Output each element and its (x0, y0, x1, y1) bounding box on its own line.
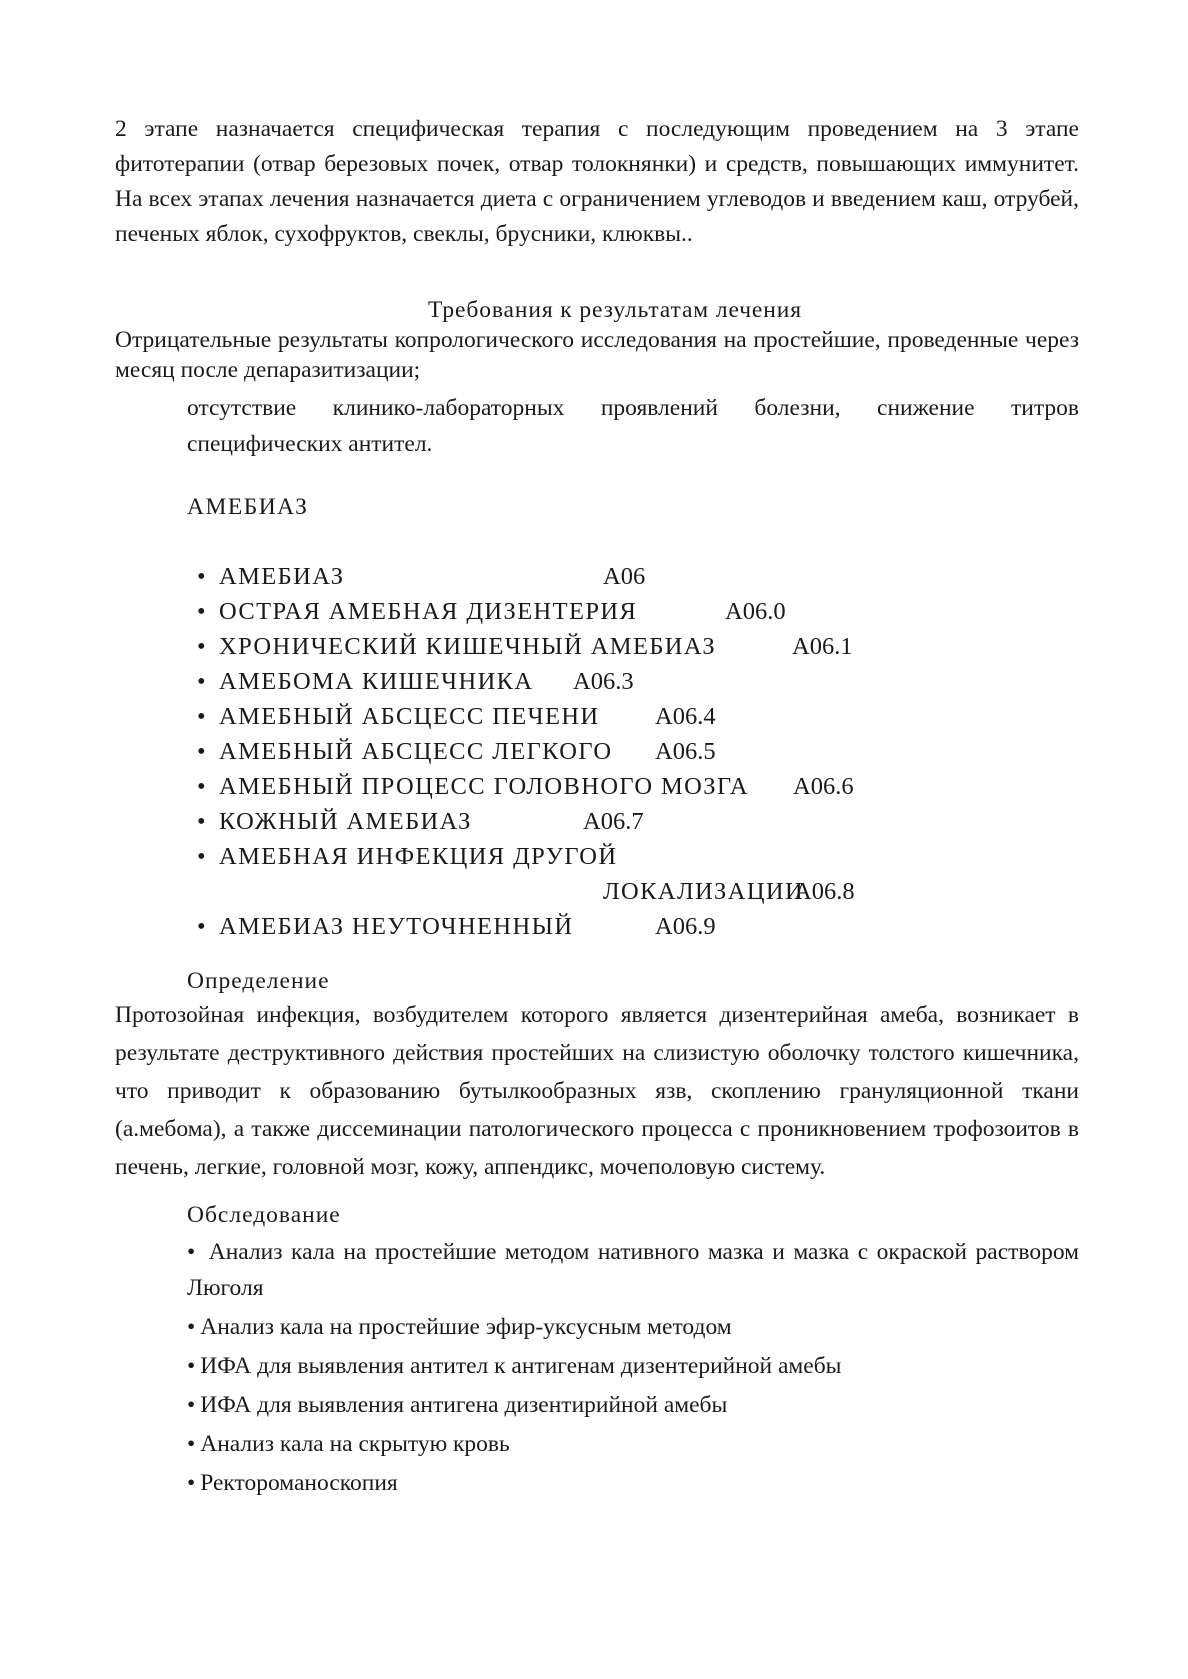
icd-item-code: A06.0 (725, 598, 786, 625)
icd-item-code: A06.7 (583, 808, 644, 835)
requirements-indented-text: отсутствие клинико-лабораторных проявлений болезни, снижение титров специфических антител. (187, 395, 1079, 457)
definition-text: Протозойная инфекция, возбудителем которого является дизентерийная амеба, возникает в результате деструктивного действия простейших на слизистую оболочку толстого кишечника, что приводит к образованию бутылкообразных язв, скоплению грануляционной ткани (а.мебома), а также диссеминации патологического процесса с проникновением трофозоитов в печень, легкие, головной мозг, кожу, аппендикс, мочеполовую систему. (115, 1002, 1079, 1180)
icd-item-name: АМЕБОМА КИШЕЧНИКА (219, 668, 534, 695)
icd-item-code: A06.8 (794, 878, 855, 905)
bullet-icon: • (197, 913, 207, 940)
icd-item-name: АМЕБНЫЙ АБСЦЕСС ПЕЧЕНИ (219, 703, 600, 730)
icd-item-name: АМЕБНЫЙ АБСЦЕСС ЛЕГКОГО (219, 738, 613, 765)
requirements-title: Требования к результатам лечения (428, 297, 802, 323)
examination-item-text: Анализ кала на скрытую кровь (200, 1431, 510, 1457)
icd-item-code: A06.3 (573, 668, 634, 695)
bullet-icon: • (197, 633, 207, 660)
bullet-icon: • (197, 843, 207, 870)
definition-heading: Определение (187, 968, 330, 994)
icd-item-name: КОЖНЫЙ АМЕБИАЗ (219, 808, 472, 835)
examination-item-text: Анализ кала на простейшие методом нативного мазка и мазка с окраской раствором Люголя (187, 1239, 1080, 1301)
bullet-icon: • (187, 1470, 196, 1496)
bullet-icon: • (197, 738, 207, 765)
examination-item-text: Ректороманоскопия (200, 1470, 398, 1496)
icd-list-item (197, 629, 1079, 664)
amebiaz-heading: АМЕБИАЗ (187, 494, 309, 520)
icd-list-item (197, 734, 1079, 769)
icd-list-item (197, 804, 1079, 839)
icd-item-code: A06 (603, 563, 646, 590)
bullet-icon: • (187, 1431, 196, 1457)
examination-list (187, 1234, 1079, 1501)
examination-item (187, 1309, 1079, 1345)
icd-list-item (197, 699, 1079, 734)
icd-item-name: АМЕБНЫЙ ПРОЦЕСС ГОЛОВНОГО МОЗГА (219, 773, 749, 800)
examination-item-text: ИФА для выявления антител к антигенам дизентерийной амебы (200, 1353, 842, 1379)
examination-item-text: ИФА для выявления антигена дизентирийной амебы (200, 1392, 728, 1418)
icd-list-item (197, 594, 1079, 629)
bullet-icon: • (197, 563, 207, 590)
icd-item-code: A06.4 (655, 703, 716, 730)
icd-item-name: ОСТРАЯ АМЕБНАЯ ДИЗЕНТЕРИЯ (219, 598, 638, 625)
icd-list-item (197, 839, 1079, 909)
bullet-icon: • (197, 703, 207, 730)
icd-list-item (197, 559, 1079, 594)
icd-item-code: A06.6 (793, 773, 854, 800)
examination-item (187, 1234, 1079, 1306)
icd-item-name: АМЕБНАЯ ИНФЕКЦИЯ ДРУГОЙ (219, 843, 618, 870)
examination-item (187, 1426, 1079, 1462)
icd-list-item (197, 769, 1079, 804)
examination-item-text: Анализ кала на простейшие эфир-уксусным методом (200, 1314, 732, 1340)
icd-item-code: A06.5 (655, 738, 716, 765)
bullet-icon: • (197, 598, 207, 625)
icd-code-list (197, 559, 1079, 944)
icd-item-name: ХРОНИЧЕСКИЙ КИШЕЧНЫЙ АМЕБИАЗ (219, 633, 717, 660)
icd-list-item (197, 909, 1079, 944)
document-page (115, 112, 1079, 1504)
requirements-text: Отрицательные результаты копрологического исследования на простейшие, проведенные через месяц после депаразитизации; (115, 327, 1079, 383)
icd-item-code: A06.1 (792, 633, 853, 660)
bullet-icon: • (187, 1314, 196, 1340)
intro-paragraph: 2 этапе назначается специфическая терапия с последующим проведением на 3 этапе фитотерапии (отвар березовых почек, отвар толокнянки) и средств, повышающих иммунитет. На всех этапах лечения назначается диета с ограничением углеводов и введением каш, отрубей, печеных яблок, сухофруктов, свеклы, брусники, клюквы.. (115, 116, 1079, 247)
icd-item-name-line2: ЛОКАЛИЗАЦИИ (603, 878, 805, 905)
bullet-icon: • (197, 773, 207, 800)
icd-list-item (197, 664, 1079, 699)
bullet-icon: • (197, 808, 207, 835)
examination-item (187, 1387, 1079, 1423)
bullet-icon: • (187, 1239, 196, 1265)
examination-item (187, 1348, 1079, 1384)
icd-item-name: АМЕБИАЗ (219, 563, 345, 590)
icd-item-name: АМЕБИАЗ НЕУТОЧНЕННЫЙ (219, 913, 574, 940)
examination-heading: Обследование (187, 1202, 341, 1228)
bullet-icon: • (197, 668, 207, 695)
examination-item (187, 1465, 1079, 1501)
bullet-icon: • (187, 1392, 196, 1418)
icd-item-code: A06.9 (655, 913, 716, 940)
bullet-icon: • (187, 1353, 196, 1379)
